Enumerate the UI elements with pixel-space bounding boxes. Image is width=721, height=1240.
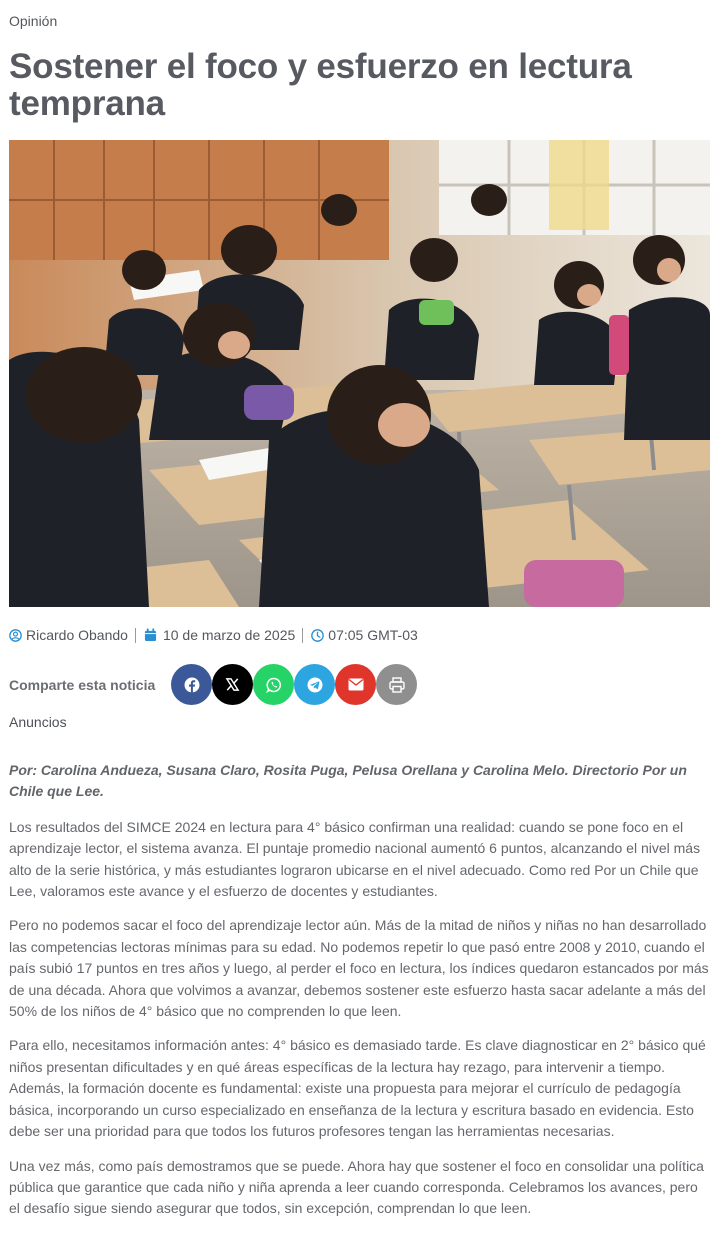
paragraph: Pero no podemos sacar el foco del aprendizaje lector aún. Más de la mitad de niños y niñas no han desarrollado las competencias lectoras mínimas para su edad. No podemos repetir lo que pasó entre 2008 y 2010, cuando el país subió 17 puntos en tres años y luego, al perder el foco en lectura, los índices quedaron estancados por más de una década. Ahora que volvimos a avanzar, debemos sostener este esfuerzo hasta sacar adelante a más del 50% de los niños de 4° básico que no comprenden lo que leen.	[9, 917, 709, 1020]
user-icon	[9, 629, 22, 642]
paragraph: Para ello, necesitamos información antes: 4° básico es demasiado tarde. Es clave diagnosticar en 2° básico qué niños presentan dificultades y en qué áreas específicas de la lectura hay rezago, para intervenir a tiempo. Además, la formación docente es fundamental: existe una propuesta para mejorar el currículo de pedagogía básica, incorporando un curso especializado en enseñanza de la lectura y escritura basado en evidencia. Esto debe ser una prioridad para que todos los futuros profesores tengan las herramientas necesarias.	[9, 1037, 706, 1140]
x-icon	[225, 677, 240, 692]
date	[144, 627, 295, 643]
share-email-button[interactable]	[335, 664, 376, 705]
hero-image	[9, 140, 710, 607]
share-bar	[9, 664, 417, 705]
share-telegram-button[interactable]	[294, 664, 335, 705]
date-text: 10 de marzo de 2025	[162, 627, 296, 643]
time	[311, 627, 418, 643]
share-print-button[interactable]	[376, 664, 417, 705]
calendar-icon	[144, 628, 157, 642]
article-title: Sostener el foco y esfuerzo en lectura temprana	[9, 47, 632, 123]
author-name[interactable]: Ricardo Obando	[26, 627, 128, 643]
whatsapp-icon	[266, 677, 282, 693]
meta-divider	[302, 628, 303, 643]
printer-icon	[389, 677, 405, 693]
byline: Por: Carolina Andueza, Susana Claro, Rosita Puga, Pelusa Orellana y Carolina Melo. Directorio Por un Chile que Lee.	[9, 762, 687, 800]
meta-divider	[135, 628, 136, 643]
facebook-icon	[184, 677, 200, 693]
share-whatsapp-button[interactable]	[253, 664, 294, 705]
author[interactable]	[9, 627, 128, 643]
category-label[interactable]: Opinión	[9, 13, 58, 29]
article-meta	[9, 626, 418, 644]
article-body	[9, 760, 712, 1233]
paragraph: Una vez más, como país demostramos que se puede. Ahora hay que sostener el foco en consolidar una política pública que garantice que cada niño y niña aprenda a leer cuando corresponda. Celebramos los avances, pero el desafío sigue siendo asegurar que todos, sin excepción, comprendan lo que leen.	[9, 1157, 704, 1217]
paragraph: Los resultados del SIMCE 2024 en lectura para 4° básico confirman una realidad: cuando se pone foco en el aprendizaje lector, el sistema avanza. El puntaje promedio nacional aumentó 6 puntos, alcanzando el nivel más alto de la serie histórica, y más estudiantes lograron ubicarse en el nivel adecuado. Como red Por un Chile que Lee, valoramos este avance y el esfuerzo de docentes y estudiantes.	[9, 818, 701, 900]
ads-label: Anuncios	[9, 714, 67, 730]
share-x-button[interactable]	[212, 664, 253, 705]
time-text: 07:05 GMT-03	[328, 627, 418, 643]
clock-icon	[311, 629, 324, 642]
envelope-icon	[348, 678, 364, 691]
telegram-icon	[307, 677, 323, 693]
share-facebook-button[interactable]	[171, 664, 212, 705]
share-label: Comparte esta noticia	[9, 676, 156, 693]
